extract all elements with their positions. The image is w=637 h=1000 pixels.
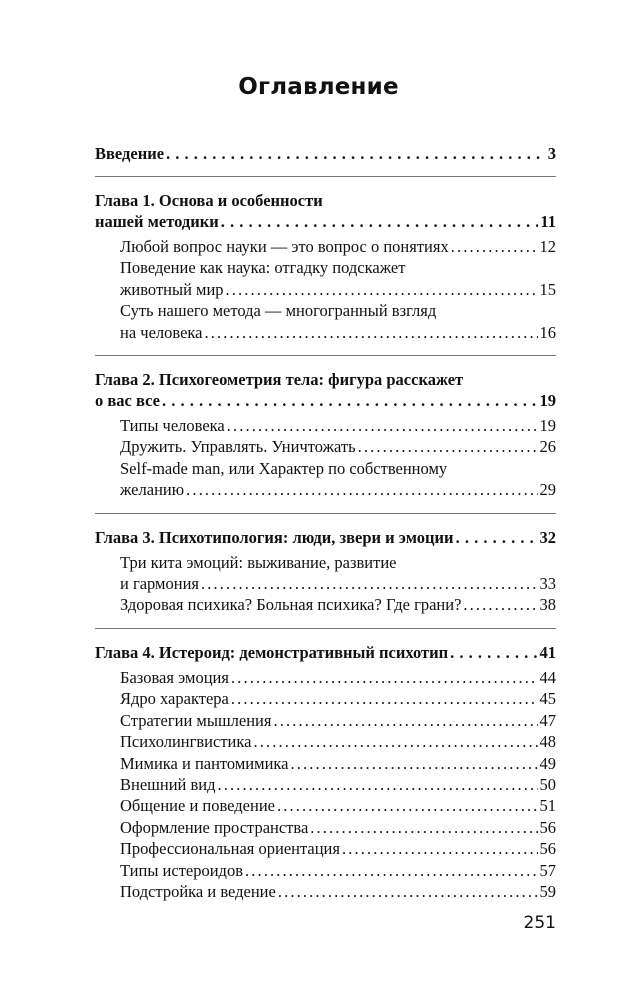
chapter-title: Глава 3. Психотипология: люди, звери и эмоции	[95, 527, 454, 547]
section-page: 45	[539, 689, 556, 709]
section-title: и гармония	[120, 574, 199, 594]
toc-entry-label: Введение	[95, 144, 165, 163]
leader-dots	[291, 753, 538, 774]
chapter-page: 11	[540, 212, 556, 231]
section-title-line1: Три кита эмоций: выживание, развитие	[120, 552, 397, 572]
toc-intro	[95, 143, 556, 177]
leader-dots	[253, 731, 537, 752]
section-page: 29	[539, 480, 556, 500]
section-title: Типы истероидов	[120, 860, 243, 880]
section-title-line1: Self-made man, или Характер по собственному	[120, 458, 448, 478]
section-entry	[120, 236, 556, 257]
section-entry	[120, 774, 556, 795]
toc-entry-intro	[95, 143, 556, 164]
section-entry	[120, 257, 556, 300]
chapter-heading	[95, 527, 556, 548]
leader-dots	[245, 860, 538, 881]
section-title: Оформление пространства	[120, 817, 309, 837]
section-title-line1: Поведение как наука: отгадку подскажет	[120, 258, 406, 278]
chapter-page: 32	[539, 527, 556, 547]
leader-dots	[231, 688, 538, 709]
toc-entry-page: 3	[547, 144, 556, 163]
leader-dots	[226, 279, 538, 300]
section-entry	[120, 300, 556, 343]
chapter-page: 19	[539, 391, 556, 411]
section-page: 57	[539, 860, 556, 880]
section-title: Стратегии мышления	[120, 710, 272, 730]
section-entry	[120, 594, 556, 615]
leader-dots	[278, 881, 538, 902]
leader-dots	[463, 594, 537, 615]
leader-dots	[277, 795, 538, 816]
leader-dots	[451, 236, 538, 257]
leader-dots	[273, 710, 537, 731]
section-entry	[120, 436, 556, 457]
chapter-title-line1: Глава 2. Психогеометрия тела: фигура расскажет	[95, 370, 464, 390]
chapter-heading	[95, 190, 556, 232]
section-page: 38	[539, 595, 556, 615]
section-page: 44	[539, 667, 556, 687]
section-title: животный мир	[120, 279, 224, 299]
section-page: 33	[539, 574, 556, 594]
toc-chapter-1	[95, 190, 556, 356]
leader-dots	[310, 817, 537, 838]
leader-dots	[201, 573, 538, 594]
section-list	[95, 415, 556, 501]
section-page: 51	[539, 796, 556, 816]
section-entry	[120, 415, 556, 436]
leader-dots	[231, 667, 538, 688]
leader-dots	[218, 774, 538, 795]
section-entry	[120, 731, 556, 752]
section-title: Подстройка и ведение	[120, 881, 276, 901]
chapter-heading	[95, 642, 556, 663]
section-entry	[120, 860, 556, 881]
leader-dots	[205, 322, 538, 343]
section-title: Дружить. Управлять. Уничтожать	[120, 437, 356, 457]
section-entry	[120, 881, 556, 902]
leader-dots	[221, 211, 539, 232]
section-entry	[120, 838, 556, 859]
section-entry	[120, 688, 556, 709]
leader-dots	[186, 479, 537, 500]
leader-dots	[162, 390, 538, 411]
section-page: 16	[539, 322, 556, 342]
chapter-title-line1: Глава 1. Основа и особенности	[95, 191, 323, 210]
section-page: 26	[539, 437, 556, 457]
section-list	[95, 552, 556, 616]
section-title: Внешний вид	[120, 774, 216, 794]
section-entry	[120, 795, 556, 816]
section-page: 12	[539, 237, 556, 256]
section-page: 49	[539, 753, 556, 773]
section-title: Здоровая психика? Больная психика? Где грани?	[120, 595, 462, 615]
toc-chapter-2	[95, 369, 556, 514]
chapter-title-line2: нашей методики	[95, 212, 219, 231]
section-entry	[120, 710, 556, 731]
chapter-page: 41	[539, 642, 556, 662]
leader-dots	[358, 436, 538, 457]
section-entry	[120, 817, 556, 838]
section-page: 50	[539, 774, 556, 794]
section-title: Любой вопрос науки — это вопрос о понятиях	[120, 237, 449, 256]
section-page: 47	[539, 710, 556, 730]
leader-dots	[342, 838, 538, 859]
section-title: Психолингвистика	[120, 732, 252, 752]
section-entry	[120, 753, 556, 774]
chapter-title: Глава 4. Истероид: демонстративный психотип	[95, 642, 449, 662]
leader-dots	[450, 642, 537, 663]
toc-chapter-4	[95, 642, 556, 914]
section-title: Ядро характера	[120, 689, 229, 709]
section-title-line1: Суть нашего метода — многогранный взгляд	[120, 301, 437, 321]
section-page: 48	[539, 732, 556, 752]
section-title: Базовая эмоция	[120, 667, 229, 687]
section-page: 19	[539, 416, 556, 436]
section-title: Мимика и пантомимика	[120, 753, 289, 773]
section-list	[95, 667, 556, 902]
page-title: Оглавление	[238, 74, 399, 100]
section-page: 15	[539, 279, 556, 299]
section-title: желанию	[120, 480, 185, 500]
section-entry	[120, 458, 556, 501]
section-title: Профессиональная ориентация	[120, 839, 340, 859]
section-page: 56	[539, 839, 556, 859]
section-entry	[120, 667, 556, 688]
section-page: 59	[539, 881, 556, 901]
section-page: 56	[539, 817, 556, 837]
section-entry	[120, 552, 556, 595]
section-title: Типы человека	[120, 416, 225, 436]
chapter-heading	[95, 369, 556, 411]
chapter-title-line2: о вас все	[95, 391, 160, 411]
table-of-contents	[95, 143, 556, 927]
leader-dots	[166, 143, 546, 164]
leader-dots	[227, 415, 538, 436]
section-title: Общение и поведение	[120, 796, 275, 816]
leader-dots	[456, 527, 538, 548]
section-title: на человека	[120, 322, 203, 342]
section-list	[95, 236, 556, 343]
toc-chapter-3	[95, 527, 556, 629]
page-number: 251	[523, 913, 556, 933]
